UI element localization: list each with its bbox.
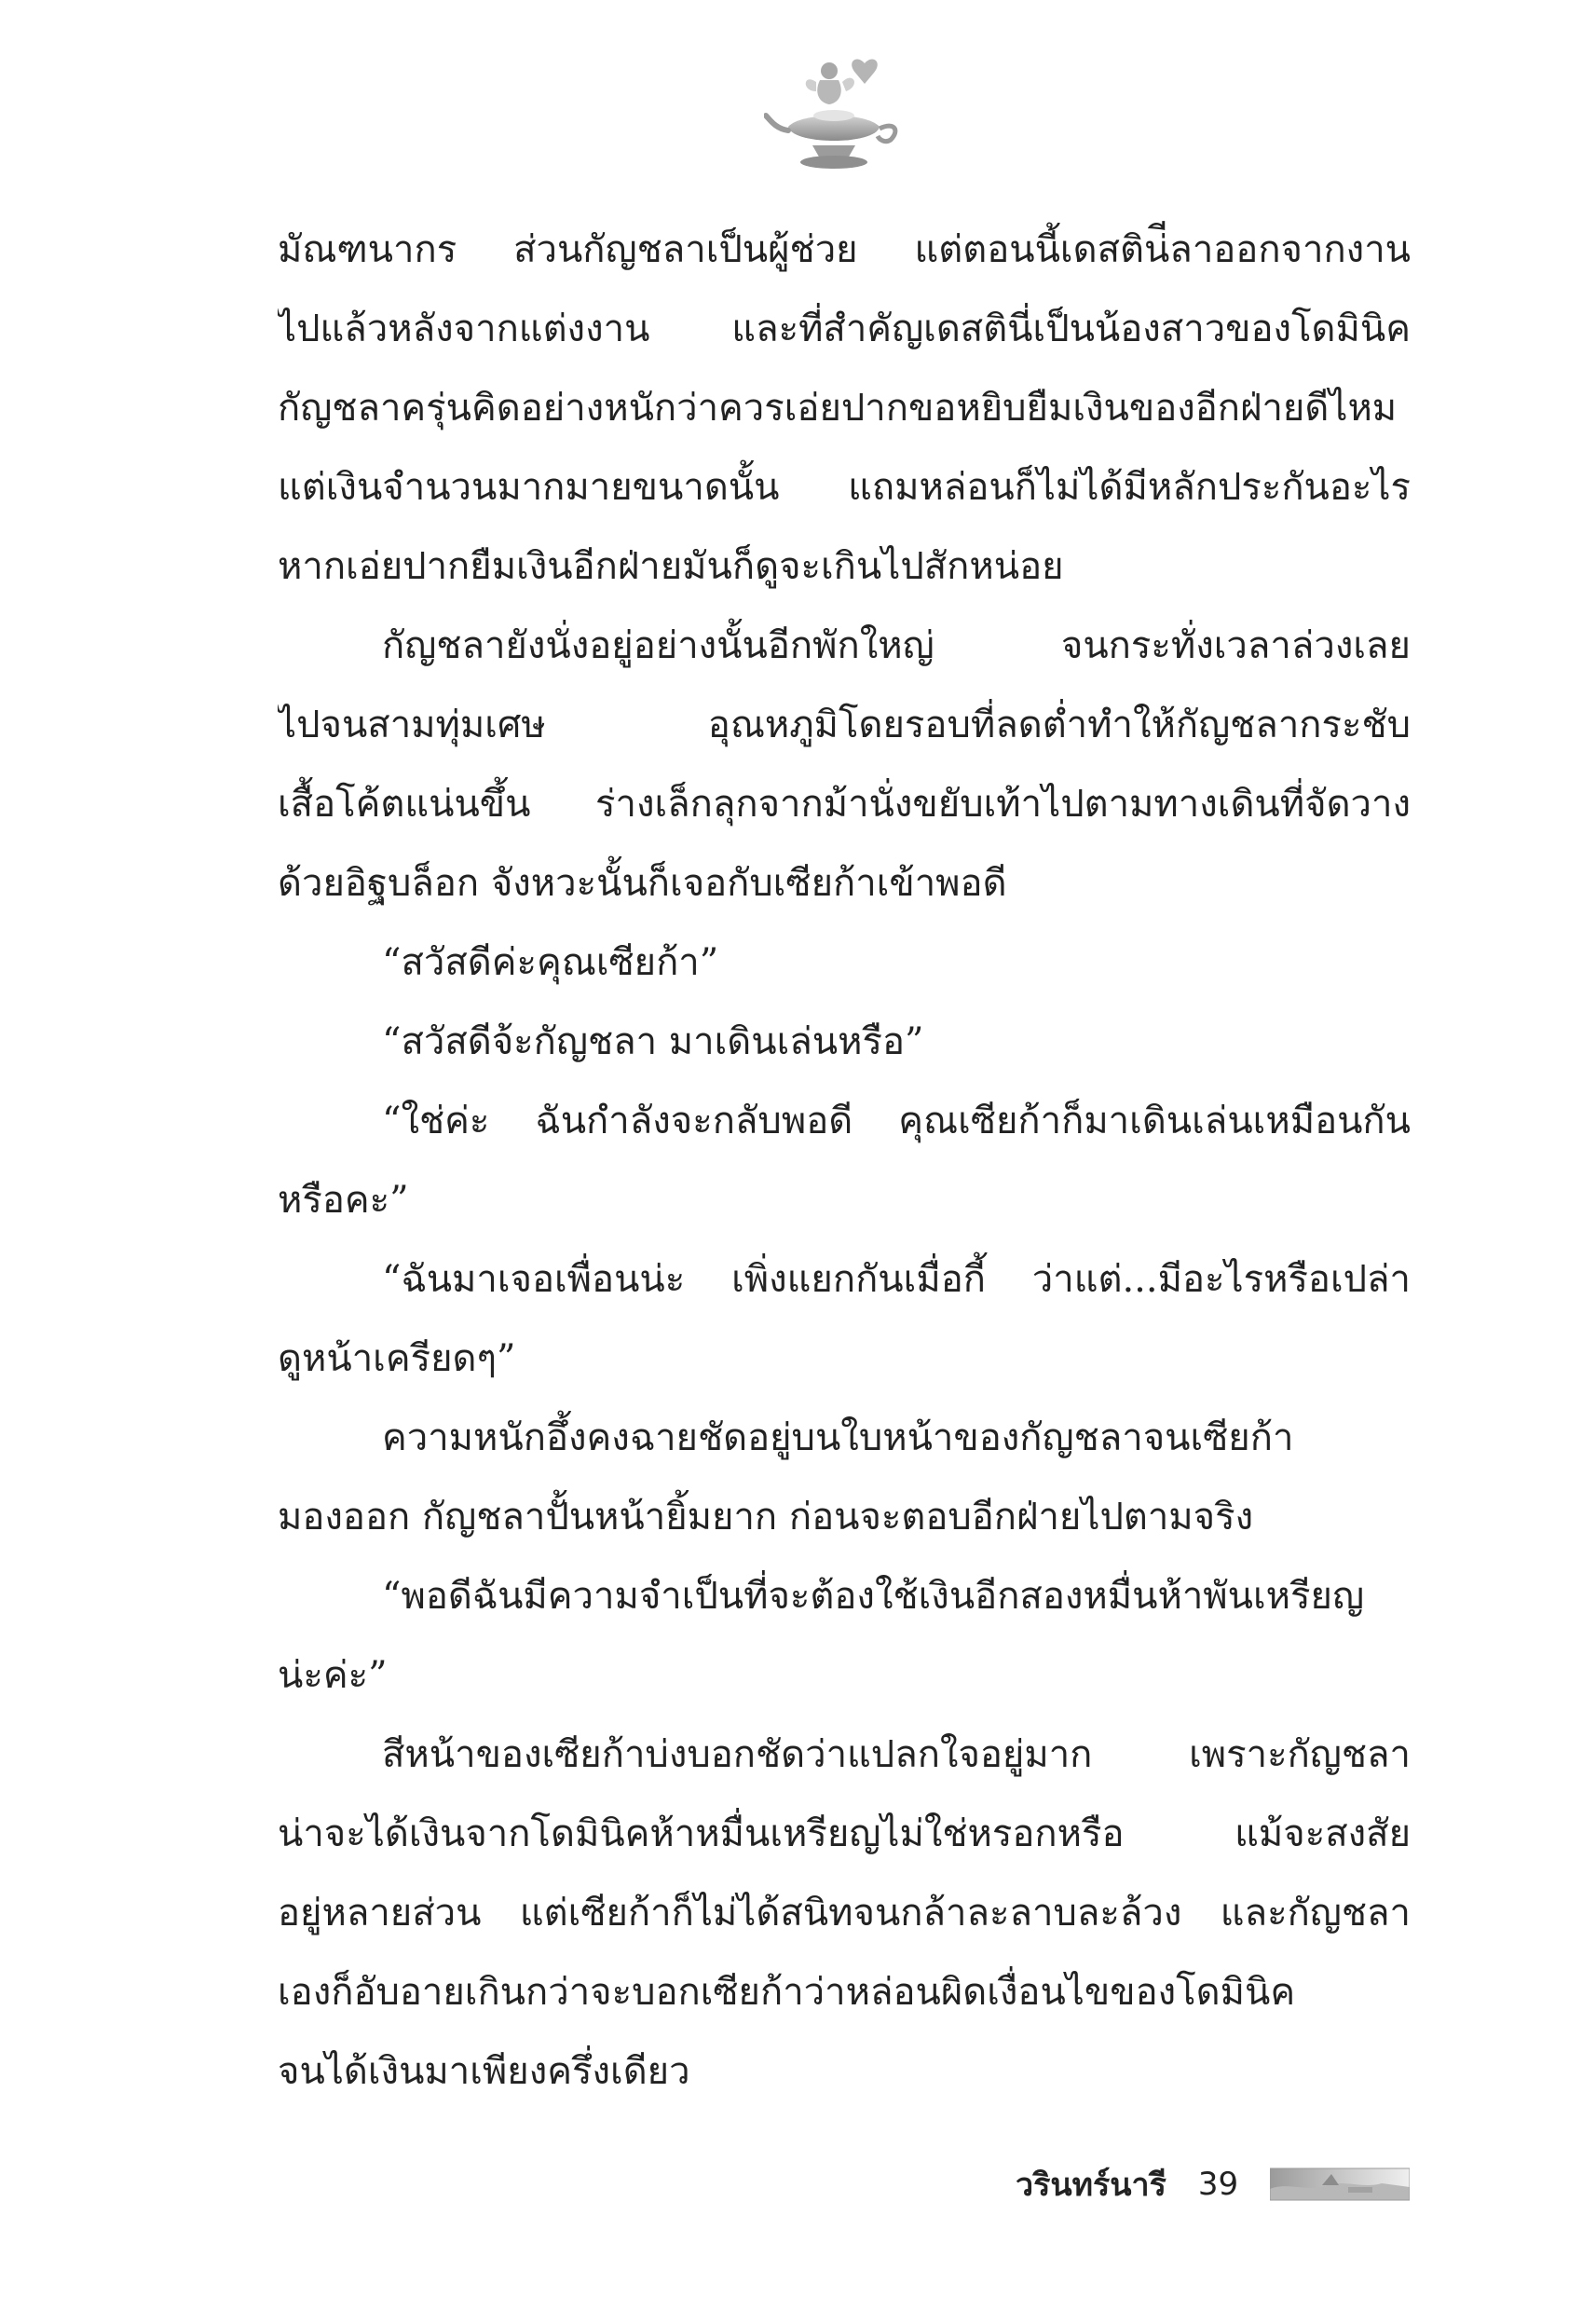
text-line: กัญชลายังนั่งอยู่อย่างนั้นอีกพักใหญ่ จนกระทั่งเวลาล่วงเลย: [382, 624, 1411, 667]
dialogue-line: “สวัสดีจ้ะกัญชลา มาเดินเล่นหรือ”: [382, 1020, 924, 1063]
text-line: แต่เงินจำนวนมากมายขนาดนั้น แถมหล่อนก็ไม่ได้มีหลักประกันอะไร: [278, 466, 1411, 509]
book-title: วรินทร์นารี: [1016, 2167, 1166, 2204]
teapot-cherub-ornament-icon: [764, 54, 904, 173]
text-line: เสื้อโค้ตแน่นขึ้น ร่างเล็กลุกจากม้านั่งขยับเท้าไปตามทางเดินที่จัดวาง: [278, 783, 1411, 826]
text-line: จนได้เงินมาเพียงครึ่งเดียว: [278, 2050, 690, 2093]
body-text: [278, 211, 1411, 2112]
dialogue-line: “สวัสดีค่ะคุณเซียก้า”: [382, 941, 719, 984]
text-line: ไปจนสามทุ่มเศษ อุณหภูมิโดยรอบที่ลดต่ำทำให้กัญชลากระชับ: [278, 704, 1411, 746]
text-line: ด้วยอิฐบล็อก จังหวะนั้นก็เจอกับเซียก้าเข้าพอดี: [278, 862, 1007, 905]
page-number: 39: [1197, 2166, 1239, 2203]
text-line: เองก็อับอายเกินกว่าจะบอกเซียก้าว่าหล่อนผิดเงื่อนไขของโดมินิค: [278, 1971, 1296, 2014]
dialogue-line: “ใช่ค่ะ ฉันกำลังจะกลับพอดี คุณเซียก้าก็มาเดินเล่นเหมือนกัน: [382, 1100, 1411, 1142]
text-line: น่าจะได้เงินจากโดมินิคห้าหมื่นเหรียญไม่ใช่หรอกหรือ แม้จะสงสัย: [278, 1812, 1411, 1855]
sea-coast-photo-strip-icon: [1270, 2165, 1410, 2204]
dialogue-line: “พอดีฉันมีความจำเป็นที่จะต้องใช้เงินอีกสองหมื่นห้าพันเหรียญ: [382, 1575, 1365, 1618]
text-line: ดูหน้าเครียดๆ”: [278, 1337, 516, 1380]
text-line: มัณฑนากร ส่วนกัญชลาเป็นผู้ช่วย แต่ตอนนี้เดสติน่ีลาออกจากงาน: [278, 228, 1411, 271]
text-line: กัญชลาครุ่นคิดอย่างหนักว่าควรเอ่ยปากขอหยิบยืมเงินของอีกฝ่ายดีไหม: [278, 387, 1398, 430]
text-line: หรือคะ”: [278, 1179, 409, 1222]
dialogue-line: “ฉันมาเจอเพื่อนน่ะ เพิ่งแยกกันเมื่อกี้ ว่าแต่...มีอะไรหรือเปล่า: [382, 1258, 1411, 1301]
text-line: น่ะค่ะ”: [278, 1654, 388, 1697]
text-line: อยู่หลายส่วน แต่เซียก้าก็ไม่ได้สนิทจนกล้าละลาบละล้วง และกัญชลา: [278, 1892, 1411, 1935]
text-line: ความหนักอึ้งคงฉายชัดอยู่บนใบหน้าของกัญชลาจนเซียก้า: [382, 1416, 1294, 1459]
text-line: สีหน้าของเซียก้าบ่งบอกชัดว่าแปลกใจอยู่มาก เพราะกัญชลา: [382, 1733, 1411, 1776]
text-line: หากเอ่ยปากยืมเงินอีกฝ่ายมันก็ดูจะเกินไปสักหน่อย: [278, 545, 1064, 588]
page-footer: [1016, 2160, 1410, 2208]
text-line: มองออก กัญชลาปั้นหน้ายิ้มยาก ก่อนจะตอบอีกฝ่ายไปตามจริง: [278, 1496, 1254, 1538]
text-line: ไปแล้วหลังจากแต่งงาน และที่สำคัญเดสตินี่เป็นน้องสาวของโดมินิค: [278, 308, 1411, 350]
